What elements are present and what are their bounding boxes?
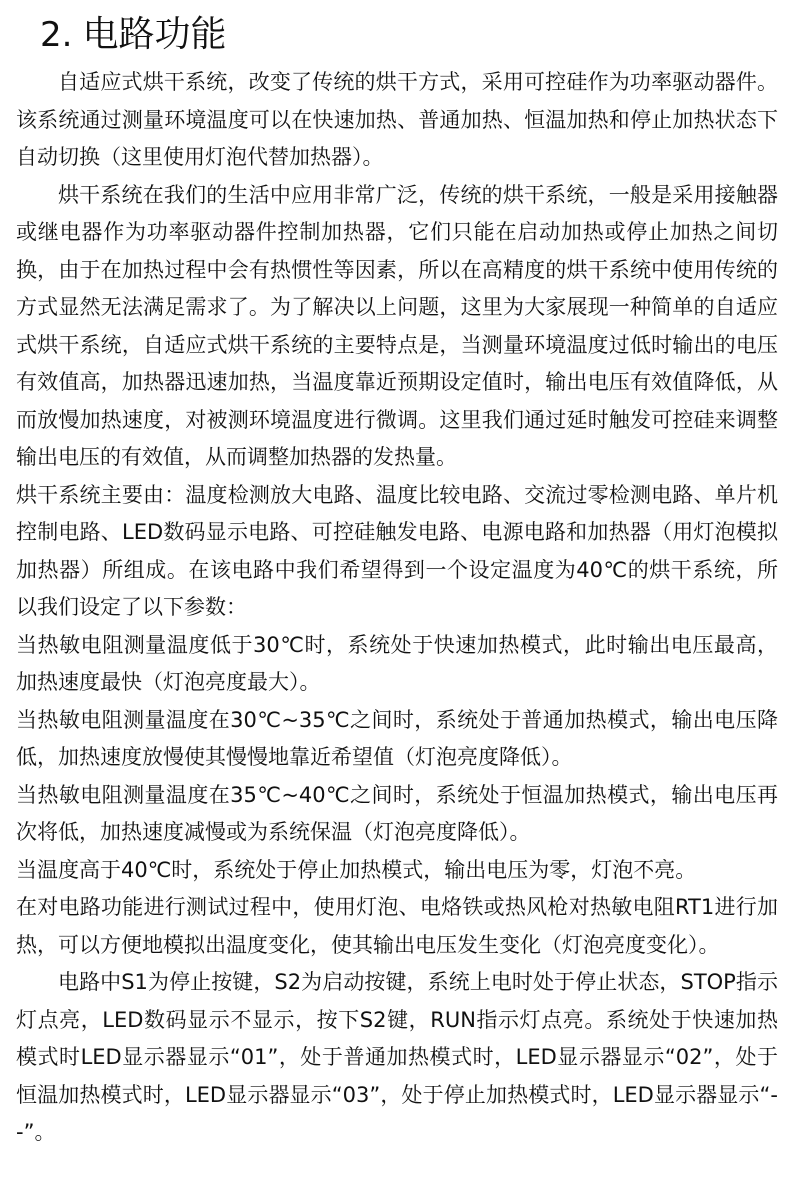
paragraph-background: 烘干系统在我们的生活中应用非常广泛，传统的烘干系统，一般是采用接触器或继电器作为功率驱动器件控制加热器，它们只能在启动加热或停止加热之间切换，由于在加热过程中会有热惯性等因素，所以在高精度的烘干系统中使用传统的方式显然无法满足需求了。为了解决以上问题，这里为大家展现一种简单的自适应式烘干系统，自适应式烘干系统的主要特点是，当测量环境温度过低时输出的电压有效值高，加热器迅速加热，当温度靠近预期设定值时，输出电压有效值降低，从而放慢加热速度，对被测环境温度进行微调。这里我们通过延时触发可控硅来调整输出电压的有效值，从而调整加热器的发热量。 <box>16 182 778 469</box>
paragraph-constant-heating: 当热敏电阻测量温度在35℃~40℃之间时，系统处于恒温加热模式，输出电压再次将低，加热速度减慢或为系统保温（灯泡亮度降低）。 <box>16 782 778 844</box>
section-number: 2. <box>40 15 73 55</box>
section-title: 电路功能 <box>82 14 227 55</box>
paragraph-fast-heating: 当热敏电阻测量温度低于30℃时，系统处于快速加热模式，此时输出电压最高，加热速度最快（灯泡亮度最大）。 <box>16 632 778 694</box>
paragraph-testing: 在对电路功能进行测试过程中，使用灯泡、电烙铁或热风枪对热敏电阻RT1进行加热，可以方便地模拟出温度变化，使其输出电压发生变化（灯泡亮度变化）。 <box>16 895 778 957</box>
paragraph-normal-heating: 当热敏电阻测量温度在30℃~35℃之间时，系统处于普通加热模式，输出电压降低，加热速度放慢使其慢慢地靠近希望值（灯泡亮度降低）。 <box>16 707 778 769</box>
section-heading <box>40 6 778 58</box>
paragraph-keys-display: 电路中S1为停止按键，S2为启动按键，系统上电时处于停止状态，STOP指示灯点亮，LED数码显示不显示，按下S2键，RUN指示灯点亮。系统处于快速加热模式时LED显示器显示“01”，处于普通加热模式时，LED显示器显示“02”，处于恒温加热模式时，LED显示器显示“03”，处于停止加热模式时，LED显示器显示“--”。 <box>16 970 778 1144</box>
paragraph-intro: 自适应式烘干系统，改变了传统的烘干方式，采用可控硅作为功率驱动器件。该系统通过测量环境温度可以在快速加热、普通加热、恒温加热和停止加热状态下自动切换（这里使用灯泡代替加热器）。 <box>16 70 778 169</box>
paragraph-composition: 烘干系统主要由：温度检测放大电路、温度比较电路、交流过零检测电路、单片机控制电路、LED数码显示电路、可控硅触发电路、电源电路和加热器（用灯泡模拟加热器）所组成。在该电路中我们希望得到一个设定温度为40℃的烘干系统，所以我们设定了以下参数： <box>16 482 778 619</box>
paragraph-stop-heating: 当温度高于40℃时，系统处于停止加热模式，输出电压为零，灯泡不亮。 <box>16 857 697 882</box>
